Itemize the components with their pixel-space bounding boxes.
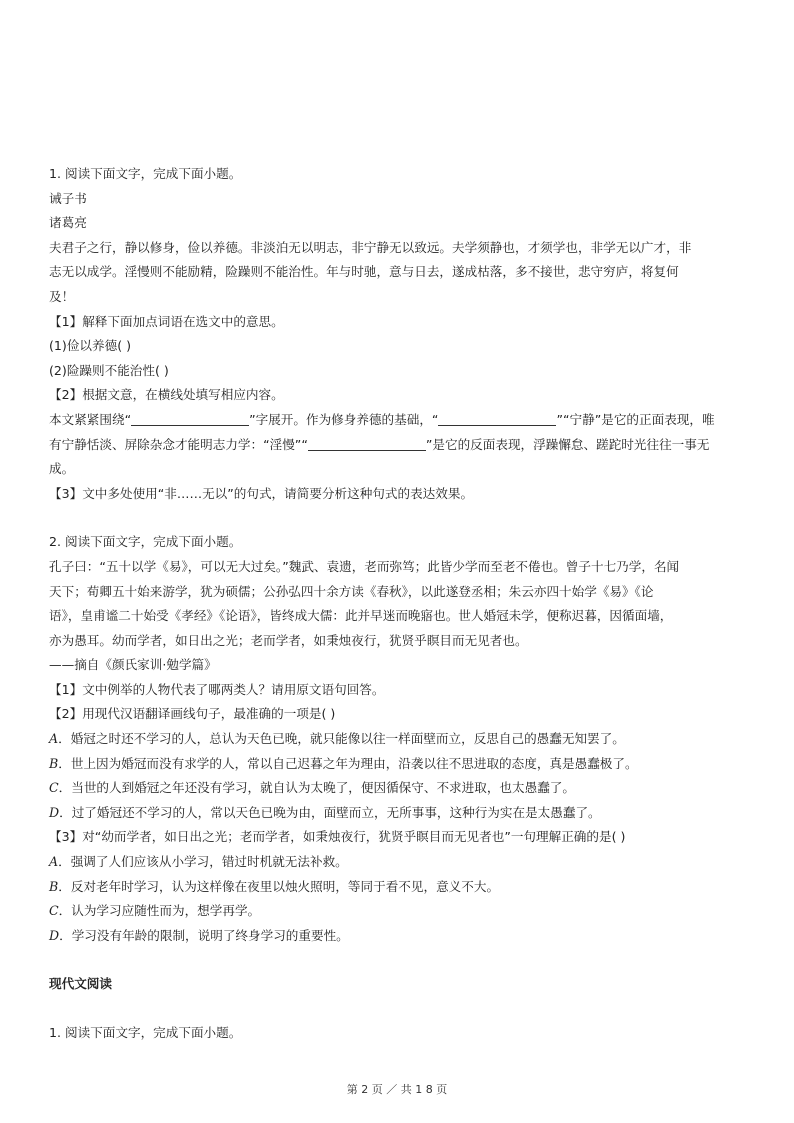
q2-sub3-option-a[interactable] <box>49 850 747 875</box>
q1-sub1: 【1】解释下面加点词语在选文中的意思。 <box>49 313 284 329</box>
q2-sub3: 【3】对“幼而学者，如日出之光；老而学者，如秉烛夜行，犹贤乎瞑目而无见者也”一句理解正确的是( ) <box>49 829 626 845</box>
q1-passage-title: 诫子书 <box>49 190 87 206</box>
page-content <box>49 162 747 1046</box>
q2-sub2: 【2】用现代汉语翻译画线句子，最准确的一项是( ) <box>49 706 336 722</box>
fill-text: ”“宁静”是它的正面表现，唯 <box>556 411 715 427</box>
option-letter: A <box>49 731 59 747</box>
fill-text: 本文紧紧围绕“ <box>49 411 132 427</box>
answer-blank[interactable] <box>308 436 426 451</box>
q1-passage-line: 及！ <box>49 288 75 304</box>
answer-blank[interactable] <box>131 411 249 426</box>
answer-blank[interactable] <box>438 411 556 426</box>
option-text: ．认为学习应随性而为，想学再学。 <box>58 903 261 919</box>
q1-sub1-item: (1)俭以养德( ) <box>49 338 132 354</box>
q1-sub2: 【2】根据文意，在横线处填写相应内容。 <box>49 387 284 403</box>
page-footer: 第 2 页 ／ 共 1 8 页 <box>346 1083 448 1096</box>
fill-text: ”字展开。作为修身养德的基础，“ <box>249 411 439 427</box>
option-letter: D <box>49 927 60 943</box>
option-letter: D <box>49 804 60 820</box>
q2-passage-line: 亦为愚耳。幼而学者，如日出之光；老而学者，如秉烛夜行，犹贤乎瞑目而无见者也。 <box>49 632 528 648</box>
q2-intro: 2. 阅读下面文字，完成下面小题。 <box>49 534 242 550</box>
option-text: ．过了婚冠还不学习的人，常以天色已晚为由，面壁而立，无所事事，这种行为实在是太愚蠢了。 <box>59 804 601 820</box>
spacer <box>49 948 747 972</box>
option-text: ．婚冠之时还不学习的人，总认为天色已晚，就只能像以往一样面壁而立，反思自己的愚蠢无知罢了。 <box>58 731 625 747</box>
option-text: ．世上因为婚冠而没有求学的人，常以自己迟暮之年为理由，沿袭以往不思进取的态度，真是愚蠢极了。 <box>58 755 638 771</box>
q2-sub2-option-c[interactable] <box>49 776 747 801</box>
q1-sub2-fill-line <box>49 408 747 433</box>
q1-passage-line: 夫君子之行，静以修身，俭以养德。非淡泊无以明志，非宁静无以致远。夫学须静也，才须学也，非学无以广才，非 <box>49 239 692 255</box>
q2-sub3-option-b[interactable] <box>49 875 747 900</box>
q1-sub2-fill-line: 成。 <box>49 461 75 477</box>
q1-passage-line: 志无以成学。淫慢则不能励精，险躁则不能治性。年与时驰，意与日去，遂成枯落，多不接世，悲守穷庐，将复何 <box>49 264 679 280</box>
q2-sub3-option-c[interactable] <box>49 899 747 924</box>
spacer <box>49 997 747 1021</box>
option-letter: B <box>49 878 59 894</box>
option-letter: C <box>49 780 59 796</box>
option-text: ．强调了人们应该从小学习，错过时机就无法补救。 <box>58 854 348 870</box>
q2-sub3-option-d[interactable] <box>49 924 747 949</box>
q2-passage-line: 语》，皇甫谧二十始受《孝经》《论语》，皆终成大儒：此并早迷而晚寤也。世人婚冠未学，便称迟暮，因循面墙， <box>49 608 673 624</box>
fill-text: 有宁静恬淡、屏除杂念才能明志力学：“淫慢”“ <box>49 436 308 452</box>
section-q1-intro: 1. 阅读下面文字，完成下面小题。 <box>49 1025 242 1040</box>
option-letter: C <box>49 903 59 919</box>
option-text: ．反对老年时学习，认为这样像在夜里以烛火照明，等同于看不见，意义不大。 <box>58 878 500 894</box>
q2-passage-line: 天下；荀卿五十始来游学，犹为硕儒；公孙弘四十余方读《春秋》，以此遂登丞相；朱云亦四十始学《易》《论 <box>49 583 654 599</box>
q2-sub1: 【1】文中例举的人物代表了哪两类人？请用原文语句回答。 <box>49 681 385 697</box>
spacer <box>49 506 747 530</box>
section-title: 现代文阅读 <box>49 976 112 992</box>
q2-source: ——摘自《颜氏家训·勉学篇》 <box>49 657 217 673</box>
option-text: ．当世的人到婚冠之年还没有学习，就自认为太晚了，便因循保守、不求进取，也太愚蠢了。 <box>58 780 575 796</box>
q2-passage-line: 孔子曰：“五十以学《易》，可以无大过矣。”魏武、袁遗，老而弥笃；此皆少学而至老不倦也。曾子十七乃学，名闻 <box>49 558 680 574</box>
q1-sub3: 【3】文中多处使用“非……无以”的句式，请简要分析这种句式的表达效果。 <box>49 485 474 501</box>
q2-sub2-option-d[interactable] <box>49 801 747 826</box>
q1-intro: 1. 阅读下面文字，完成下面小题。 <box>49 166 242 181</box>
option-text: ．学习没有年龄的限制，说明了终身学习的重要性。 <box>59 927 349 943</box>
option-letter: B <box>49 755 59 771</box>
q1-sub2-fill-line <box>49 433 747 458</box>
q2-sub2-option-b[interactable] <box>49 752 747 777</box>
option-letter: A <box>49 854 59 870</box>
fill-text: ”是它的反面表现，浮躁懈怠、蹉跎时光往往一事无 <box>425 436 710 452</box>
q2-sub2-option-a[interactable] <box>49 727 747 752</box>
q1-sub1-item: (2)险躁则不能治性( ) <box>49 362 169 378</box>
q1-author: 诸葛亮 <box>49 215 87 231</box>
